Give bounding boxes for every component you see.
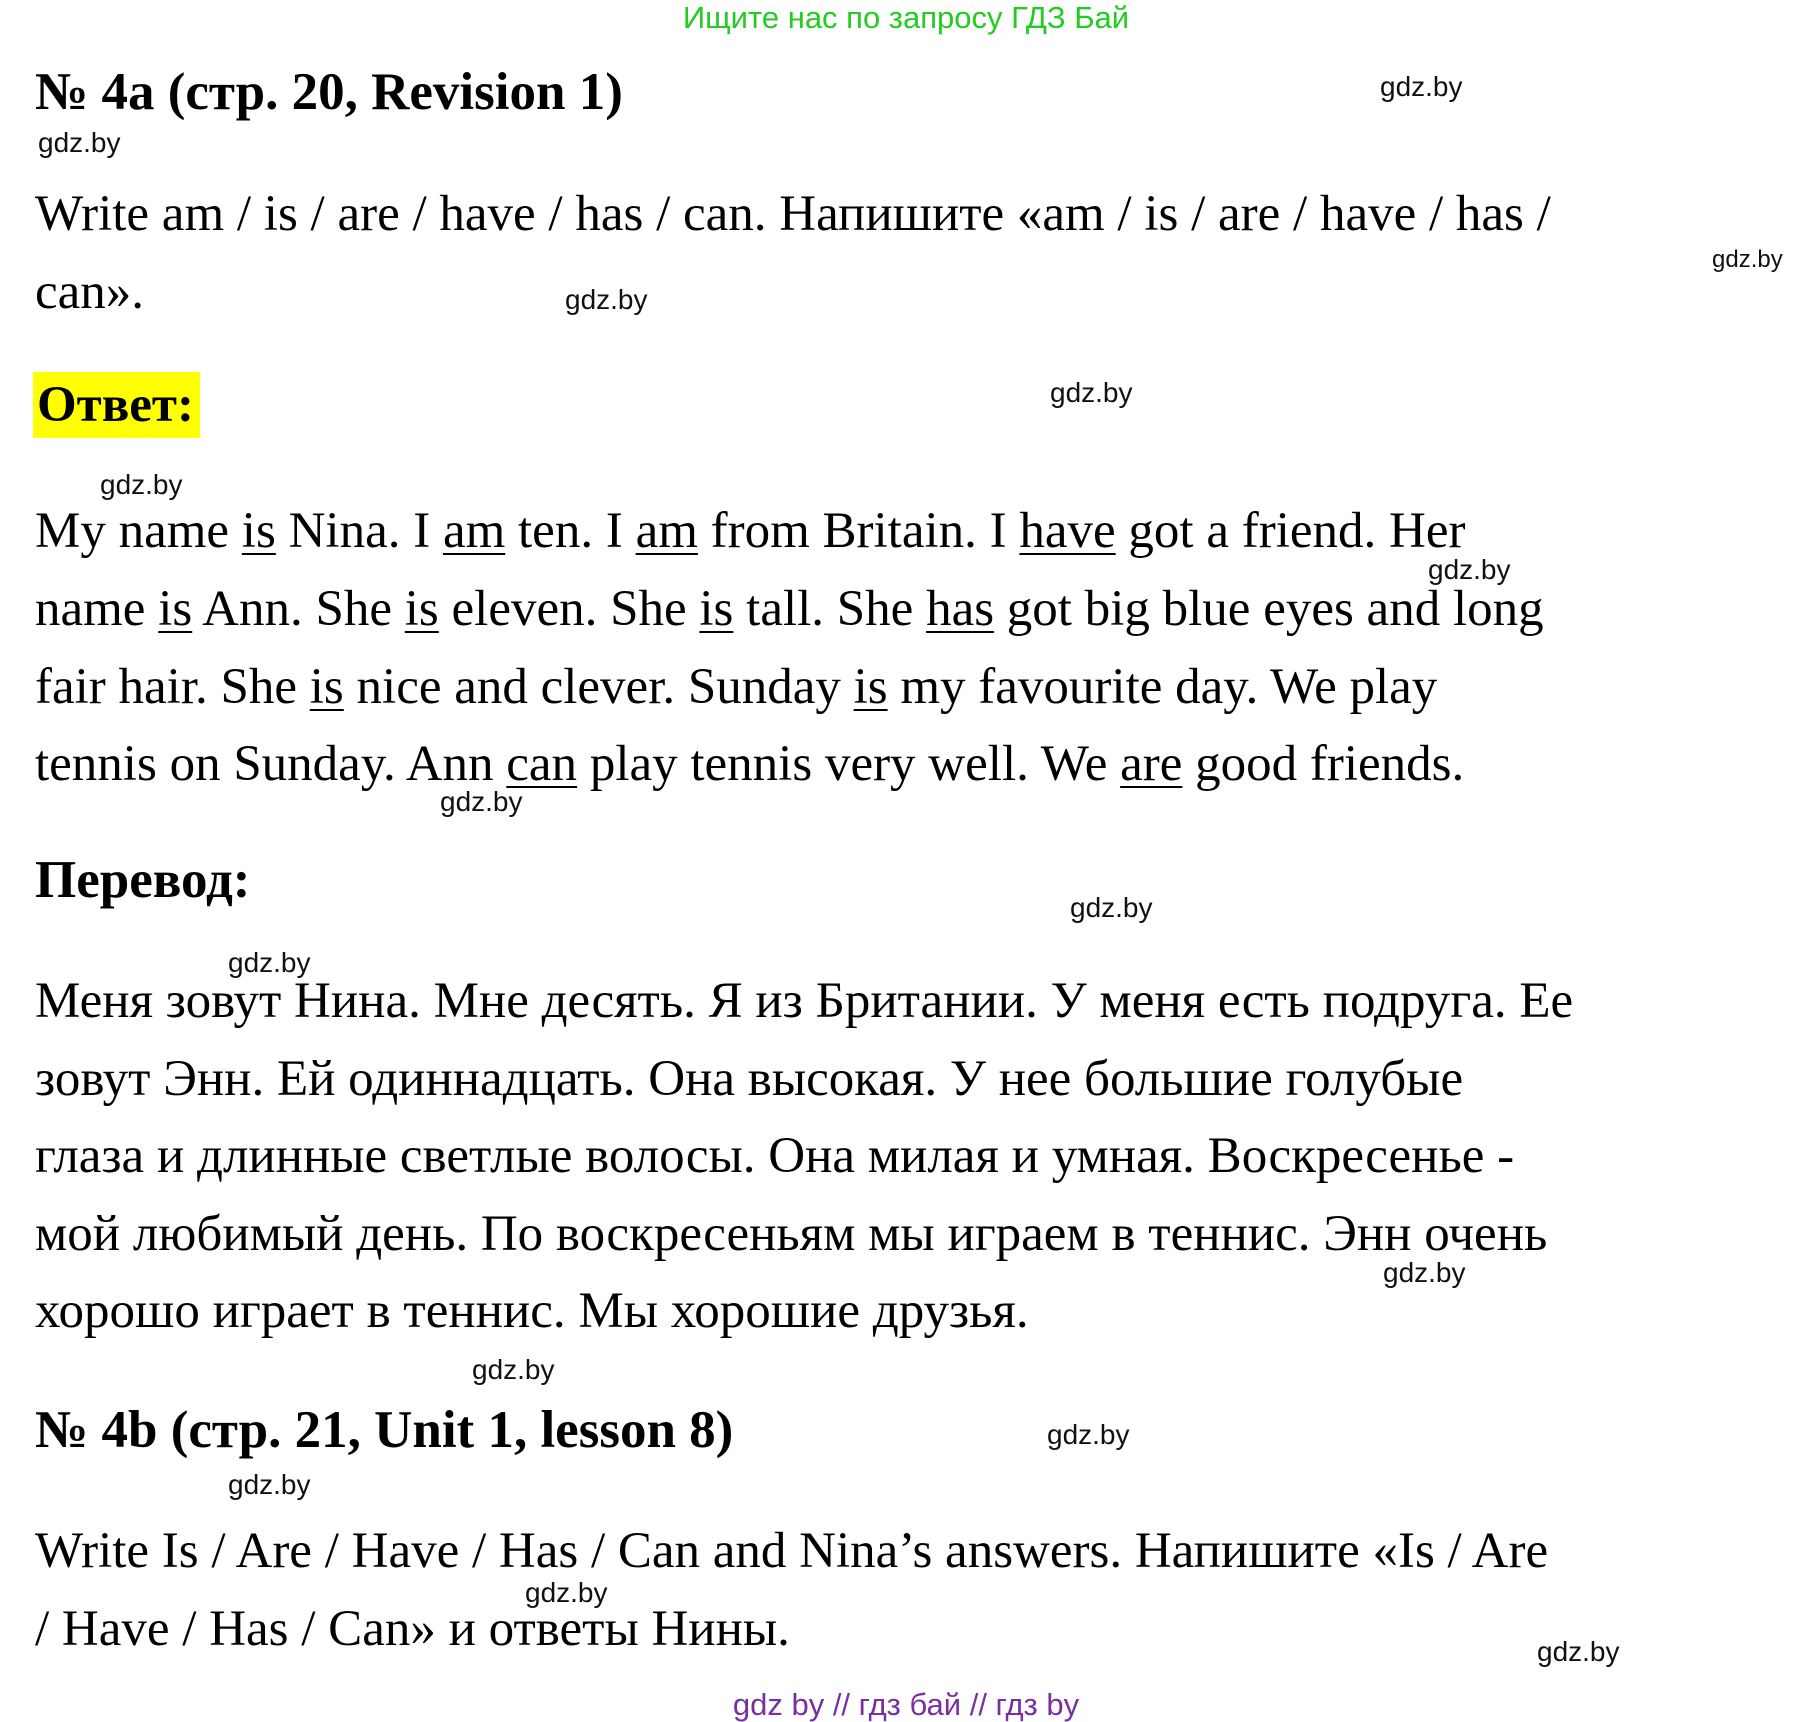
translation-label: Перевод: [35, 851, 251, 909]
watermark: gdz.by [525, 1577, 608, 1608]
answer-text-segment: got a friend. Her [1115, 503, 1466, 559]
answer-line-1 [35, 492, 1465, 570]
translation-line-1: Меня зовут Нина. Мне десять. Я из Британии. У меня есть подруга. Ее [35, 973, 1574, 1029]
footer-watermark: gdz by // гдз бай // гдз by [732, 1687, 1080, 1722]
watermark: gdz.by [1050, 377, 1133, 408]
watermark: gdz.by [228, 947, 311, 978]
task-4a-heading: № 4a (стр. 20, Revision 1) [35, 63, 623, 121]
answer-text-segment: nice and clever. Sunday [343, 659, 854, 715]
watermark: gdz.by [1712, 246, 1783, 273]
answer-label: Ответ: [33, 372, 200, 438]
answer-filled-word: are [1120, 736, 1183, 792]
watermark: gdz.by [100, 469, 183, 500]
task-4b-heading: № 4b (стр. 21, Unit 1, lesson 8) [35, 1401, 734, 1459]
answer-filled-word: is [158, 581, 193, 637]
answer-text-segment: My name [35, 503, 242, 559]
answer-text-segment: good friends. [1182, 736, 1465, 792]
answer-text-segment: ten. I [505, 503, 636, 559]
task-4a-instruction-line-2: can». [35, 264, 145, 320]
answer-filled-word: is [241, 503, 276, 559]
answer-text-segment: fair hair. She [35, 659, 310, 715]
translation-line-5: хорошо играет в теннис. Мы хорошие друзья. [35, 1283, 1029, 1339]
answer-line-3 [35, 648, 1437, 726]
answer-line-2 [35, 570, 1544, 648]
answer-filled-word: am [442, 503, 506, 559]
watermark: gdz.by [1537, 1636, 1620, 1667]
translation-line-4: мой любимый день. По воскресеньям мы играем в теннис. Энн очень [35, 1206, 1548, 1262]
answer-filled-word: have [1019, 503, 1116, 559]
answer-text-segment: Ann. She [192, 581, 405, 637]
answer-text-segment: got big blue eyes and long [994, 581, 1544, 637]
watermark: gdz.by [440, 786, 523, 817]
watermark: gdz.by [38, 127, 121, 158]
task-4a-instruction-line-1: Write am / is / are / have / has / can. Напишите «am / is / are / have / has / [35, 186, 1551, 242]
watermark: gdz.by [228, 1469, 311, 1500]
answer-text-segment: play tennis very well. We [577, 736, 1121, 792]
task-4b-instruction-line-2: / Have / Has / Can» и ответы Нины. [35, 1601, 790, 1657]
task-4b-instruction-line-1: Write Is / Are / Have / Has / Can and Nina’s answers. Напишите «Is / Are [35, 1523, 1549, 1579]
answer-filled-word: can [506, 736, 578, 792]
watermark: gdz.by [1070, 892, 1153, 923]
watermark: gdz.by [1047, 1419, 1130, 1450]
watermark: gdz.by [472, 1354, 555, 1385]
watermark: gdz.by [1383, 1257, 1466, 1288]
watermark: gdz.by [565, 284, 648, 315]
translation-line-2: зовут Энн. Ей одиннадцать. Она высокая. У нее большие голубые [35, 1051, 1464, 1107]
answer-filled-word: has [926, 581, 995, 637]
watermark: gdz.by [1428, 554, 1511, 585]
answer-filled-word: is [309, 659, 344, 715]
answer-text-segment: Nina. I [275, 503, 443, 559]
answer-text-segment: name [35, 581, 159, 637]
translation-line-3: глаза и длинные светлые волосы. Она милая и умная. Воскресенье - [35, 1128, 1515, 1184]
answer-text-segment: tennis on Sunday. Ann [35, 736, 507, 792]
watermark: gdz.by [1380, 71, 1463, 102]
answer-text-segment: tall. She [733, 581, 927, 637]
top-banner: Ищите нас по запросу ГДЗ Бай [682, 0, 1130, 35]
answer-line-4 [35, 725, 1464, 803]
answer-filled-word: is [853, 659, 888, 715]
answer-filled-word: is [404, 581, 439, 637]
answer-text-segment: eleven. She [438, 581, 700, 637]
answer-filled-word: is [699, 581, 734, 637]
answer-text-segment: from Britain. I [697, 503, 1020, 559]
answer-filled-word: am [635, 503, 698, 559]
answer-text-segment: my favourite day. We play [887, 659, 1438, 715]
